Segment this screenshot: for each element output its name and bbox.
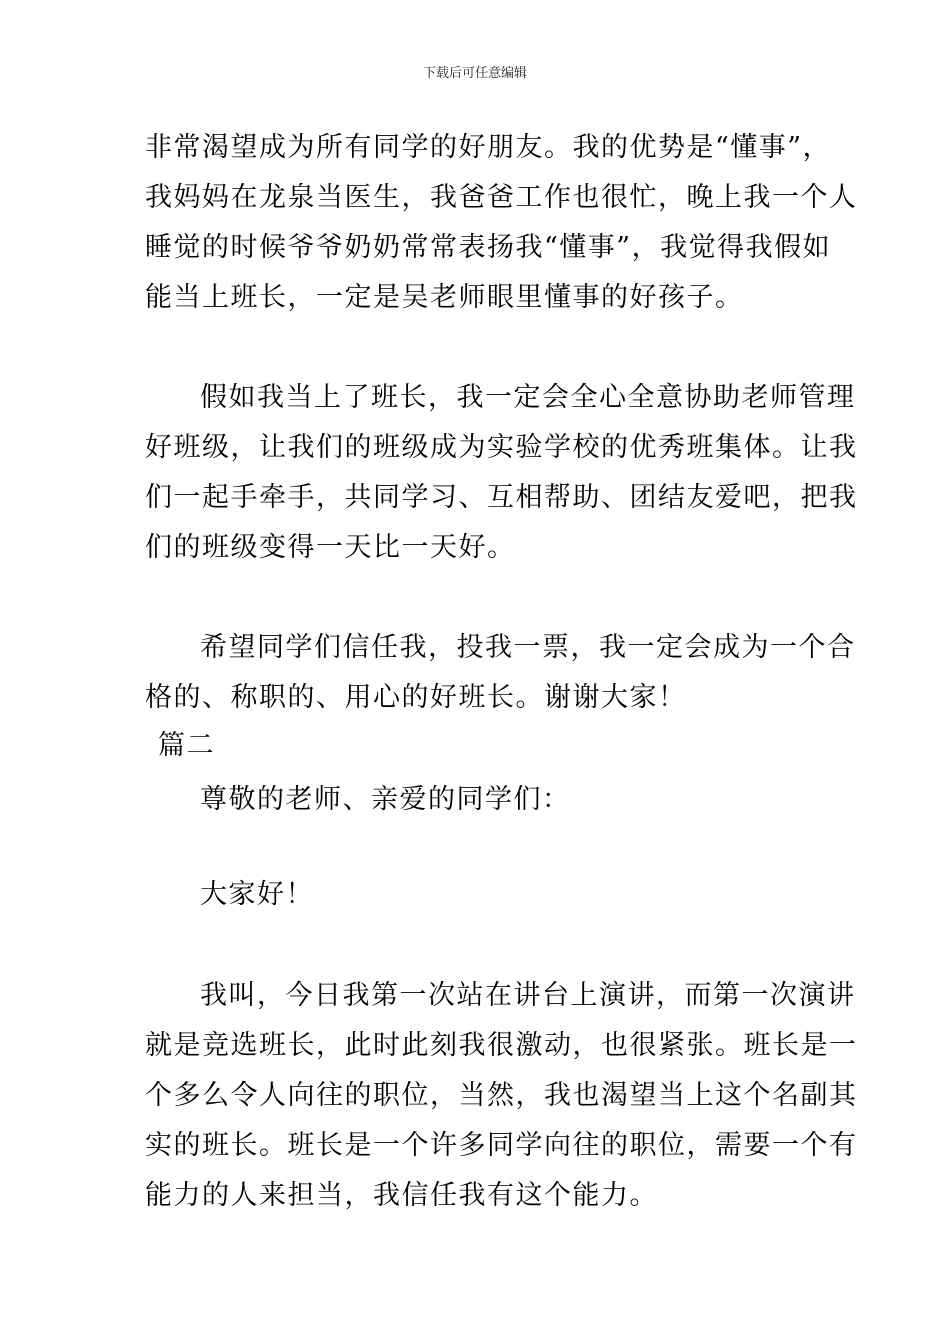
paragraph-line: 希望同学们信任我，投我一票，我一定会成为一个合 xyxy=(200,632,856,663)
paragraph-line: 能当上班长，一定是吴老师眼里懂事的好孩子。 xyxy=(145,282,744,313)
paragraph-line: 我妈妈在龙泉当医生，我爸爸工作也很忙，晚上我一个人 xyxy=(145,182,858,213)
paragraph-line: 格的、称职的、用心的好班长。谢谢大家！ xyxy=(145,682,687,713)
paragraph-line: 个多么令人向往的职位，当然，我也渴望当上这个名副其 xyxy=(145,1080,858,1111)
paragraph-line: 非常渴望成为所有同学的好朋友。我的优势是“懂事”， xyxy=(145,132,832,163)
section-title: 篇二 xyxy=(158,730,215,761)
paragraph-line: 好班级，让我们的班级成为实验学校的优秀班集体。让我 xyxy=(145,432,858,463)
paragraph-line: 假如我当上了班长，我一定会全心全意协助老师管理 xyxy=(200,382,856,413)
page-header: 下载后可任意编辑 xyxy=(422,66,527,81)
paragraph-line: 能力的人来担当，我信任我有这个能力。 xyxy=(145,1180,658,1211)
salutation: 尊敬的老师、亲爱的同学们： xyxy=(200,784,571,815)
paragraph-line: 们一起手牵手，共同学习、互相帮助、团结友爱吧，把我 xyxy=(145,482,858,513)
greeting: 大家好！ xyxy=(200,879,314,910)
paragraph-line: 我叫，今日我第一次站在讲台上演讲，而第一次演讲 xyxy=(200,980,856,1011)
paragraph-line: 们的班级变得一天比一天好。 xyxy=(145,532,516,563)
paragraph-line: 睡觉的时候爷爷奶奶常常表扬我“懂事”，我觉得我假如 xyxy=(145,232,832,263)
paragraph-line: 就是竞选班长，此时此刻我很激动，也很紧张。班长是一 xyxy=(145,1030,858,1061)
paragraph-line: 实的班长。班长是一个许多同学向往的职位，需要一个有 xyxy=(145,1130,858,1161)
